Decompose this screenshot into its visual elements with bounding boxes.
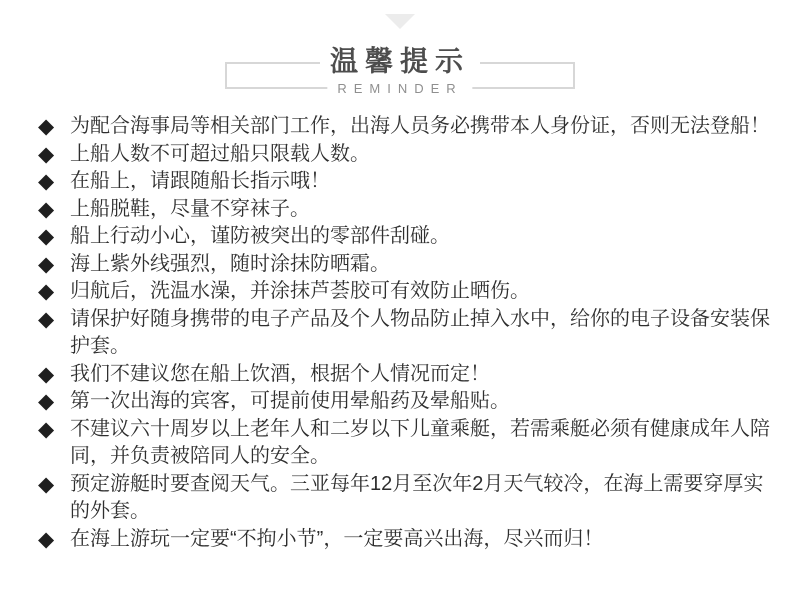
tip-item <box>38 168 770 196</box>
tip-text: 上船人数不可超过船只限载人数。 <box>70 142 370 165</box>
page-subtitle: REMINDER <box>327 81 472 97</box>
tip-text: 预定游艇时要查阅天气。三亚每年12月至次年2月天气较冷，在海上需要穿厚实的外套。 <box>70 472 764 522</box>
diamond-bullet-icon: ◆ <box>38 390 55 413</box>
diamond-bullet-icon: ◆ <box>38 142 55 166</box>
tip-text: 海上紫外线强烈，随时涂抹防晒霜。 <box>70 252 390 275</box>
tip-text: 上船脱鞋，尽量不穿袜子。 <box>70 197 310 220</box>
tip-text: 在船上，请跟随船长指示哦！ <box>70 170 330 192</box>
diamond-bullet-icon: ◆ <box>38 115 55 138</box>
tip-item <box>38 416 770 471</box>
diamond-bullet-icon: ◆ <box>38 252 55 276</box>
diamond-bullet-icon: ◆ <box>38 280 55 303</box>
tip-text: 在海上游玩一定要“不拘小节”，一定要高兴出海，尽兴而归！ <box>70 527 604 550</box>
diamond-bullet-icon: ◆ <box>38 417 55 441</box>
tips-list <box>38 113 770 553</box>
chevron-down-triangle-icon <box>385 14 415 29</box>
page-title: 温馨提示 <box>320 47 480 78</box>
tip-text: 第一次出海的宾客，可提前使用晕船药及晕船贴。 <box>70 390 510 412</box>
diamond-bullet-icon: ◆ <box>38 225 55 248</box>
tip-item <box>38 196 770 224</box>
diamond-bullet-icon: ◆ <box>38 197 55 221</box>
tip-item <box>38 526 770 554</box>
tip-item <box>38 388 770 416</box>
diamond-bullet-icon: ◆ <box>38 307 55 331</box>
tip-item <box>38 471 770 526</box>
tip-item <box>38 306 770 361</box>
tip-text: 我们不建议您在船上饮酒，根据个人情况而定！ <box>70 362 490 385</box>
reminder-header-box <box>225 45 575 97</box>
tip-text: 为配合海事局等相关部门工作，出海人员务必携带本人身份证，否则无法登船！ <box>70 115 770 137</box>
tip-text: 船上行动小心，谨防被突出的零部件刮碰。 <box>70 225 450 247</box>
diamond-bullet-icon: ◆ <box>38 527 55 551</box>
diamond-bullet-icon: ◆ <box>38 472 55 496</box>
diamond-bullet-icon: ◆ <box>38 362 55 386</box>
tip-text: 请保护好随身携带的电子产品及个人物品防止掉入水中，给你的电子设备安装保护套。 <box>70 307 770 357</box>
tip-item <box>38 251 770 279</box>
tip-item <box>38 141 770 169</box>
tip-text: 归航后，洗温水澡，并涂抹芦荟胶可有效防止晒伤。 <box>70 280 530 302</box>
tip-item <box>38 361 770 389</box>
tip-item <box>38 223 770 251</box>
tip-item <box>38 113 770 141</box>
diamond-bullet-icon: ◆ <box>38 170 55 193</box>
tip-text: 不建议六十周岁以上老年人和二岁以下儿童乘艇，若需乘艇必须有健康成年人陪同，并负责被陪同人的安全。 <box>70 417 770 467</box>
tip-item <box>38 278 770 306</box>
